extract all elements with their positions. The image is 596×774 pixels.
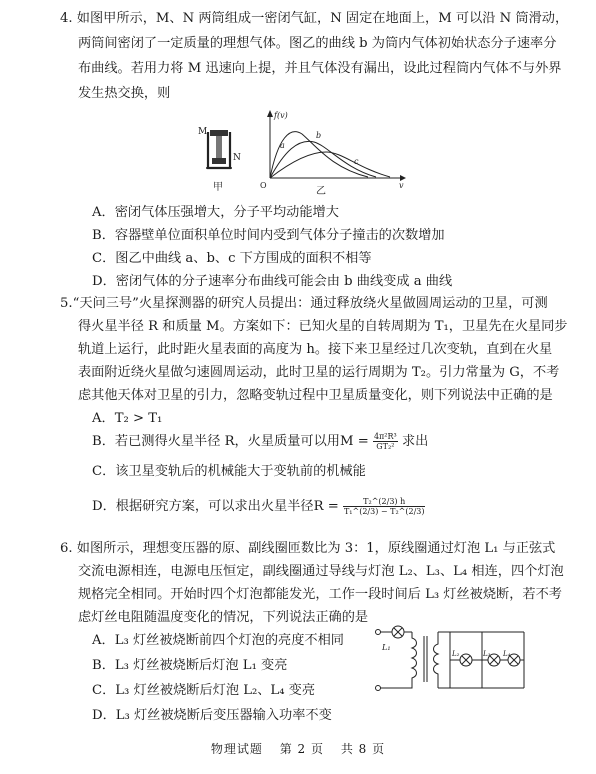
curve-c — [270, 152, 390, 178]
caption-yi: 乙 — [316, 186, 326, 196]
q6-stem-line: 虑灯丝电阻随温度变化的情况，下列说法正确的是 — [78, 610, 369, 625]
footer-total: 共 8 页 — [340, 742, 386, 756]
q5-stem-line: 表面附近绕火星做匀速圆周运动，此时卫星的运行周期为 T₂。引力常量为 G，不考 — [78, 365, 560, 380]
q4-option-b: B．容器壁单位面积单位时间内受到气体分子撞击的次数增加 — [92, 228, 445, 243]
q6-stem-line: 交流电源相连，电源电压恒定，副线圈通过导线与灯泡 L₂、L₃、L₄ 相连，四个灯泡 — [78, 564, 564, 579]
q4-stem-line: 发生热交换，则 — [78, 86, 171, 101]
speed-distribution-figure — [258, 108, 408, 196]
q4-option-d: D．密闭气体的分子速率分布曲线可能会由 b 曲线变成 a 曲线 — [92, 274, 453, 289]
caption-jia: 甲 — [213, 182, 223, 193]
q5-stem-line: 得火星半径 R 和质量 M。方案如下：已知火星的自转周期为 T₁，卫星先在火星同步 — [78, 319, 568, 334]
label-l1: L₁ — [382, 643, 391, 652]
q5-stem-line: 虑其他天体对卫星的引力，忽略变轨过程中卫星质量变化，则下列说法中正确的是 — [78, 388, 553, 403]
mass-formula — [373, 432, 398, 451]
axis-label-v: v — [399, 181, 404, 190]
q5-option-b — [92, 432, 428, 452]
label-l2: L₂ — [452, 650, 460, 658]
footer-page: 第 2 页 — [279, 742, 324, 756]
radius-formula — [343, 497, 426, 516]
cylinder-figure — [196, 120, 244, 194]
curve-a-label: a — [280, 141, 285, 150]
q6-option-d: D．L₃ 灯丝被烧断后变压器输入功率不变 — [92, 708, 332, 723]
label-n: N — [233, 153, 241, 163]
q6-option-b: B．L₃ 灯丝被烧断后灯泡 L₁ 变亮 — [92, 658, 288, 673]
q4-stem-line: 两筒间密闭了一定质量的理想气体。图乙的曲线 b 为筒内气体初始状态分子速率分 — [78, 36, 557, 51]
q5-stem-line: 轨道上运行，此时距火星表面的高度为 h。接下来卫星经过几次变轨，直到在火星 — [78, 342, 553, 357]
q5-option-c: C．该卫星变轨后的机械能大于变轨前的机械能 — [92, 464, 366, 479]
q5-option-a: A．T₂ > T₁ — [92, 411, 163, 426]
mass-formula-denominator: GT₂² — [376, 442, 395, 451]
page-footer — [0, 740, 596, 757]
q4-stem-line: 4. 如图甲所示，M、N 两筒组成一密闭气缸，N 固定在地面上，M 可以沿 N 筒滑动， — [60, 11, 569, 26]
q4-stem-line: 布曲线。若用力将 M 迅速向上提，并且气体没有漏出，设此过程筒内气体不与外界 — [78, 61, 562, 76]
origin-label: O — [260, 181, 267, 190]
secondary-coil — [434, 632, 439, 688]
q6-option-c: C．L₃ 灯丝被烧断后灯泡 L₂、L₄ 变亮 — [92, 683, 316, 698]
q6-stem-line: 6. 如图所示，理想变压器的原、副线圈匝数比为 3：1，原线圈通过灯泡 L₁ 与正弦式 — [60, 541, 556, 556]
mass-formula-numerator: 4π²R³ — [373, 432, 397, 441]
radius-formula-denominator: T₁^(2/3) − T₂^(2/3) — [343, 507, 425, 516]
q5-stem-line: 5.“天问三号”火星探测器的研究人员提出：通过释放绕火星做圆周运动的卫星，可测 — [60, 296, 548, 311]
label-l3: L₃ — [483, 650, 491, 658]
axis-label-fv: f(v) — [274, 111, 288, 120]
q6-stem-line: 规格完全相同。开始时四个灯泡都能发光，工作一段时间后 L₃ 灯丝被烧断，若不考 — [78, 587, 562, 602]
q4-option-a: A．密闭气体压强增大，分子平均动能增大 — [92, 205, 339, 220]
curve-c-label: c — [354, 157, 359, 166]
footer-subject: 物理试题 — [210, 742, 263, 756]
q6-option-a: A．L₃ 灯丝被烧断前四个灯泡的亮度不相同 — [92, 633, 344, 648]
q5-option-b-suffix: 求出 — [401, 434, 429, 449]
label-m: M — [198, 127, 208, 137]
curve-b-label: b — [316, 131, 322, 140]
curve-b — [270, 141, 376, 178]
q5-option-d — [92, 497, 425, 517]
transformer-circuit — [370, 622, 530, 702]
label-l4: L₄ — [503, 650, 511, 658]
q4-option-c: C．图乙中曲线 a、b、c 下方围成的面积不相等 — [92, 251, 372, 266]
q5-option-d-text: D．根据研究方案，可以求出火星半径R = — [92, 499, 339, 514]
primary-coil — [381, 632, 417, 688]
q5-option-b-text: B．若已测得火星半径 R，火星质量可以用M = — [92, 434, 369, 449]
radius-formula-numerator: T₂^(2/3) h — [343, 497, 426, 507]
